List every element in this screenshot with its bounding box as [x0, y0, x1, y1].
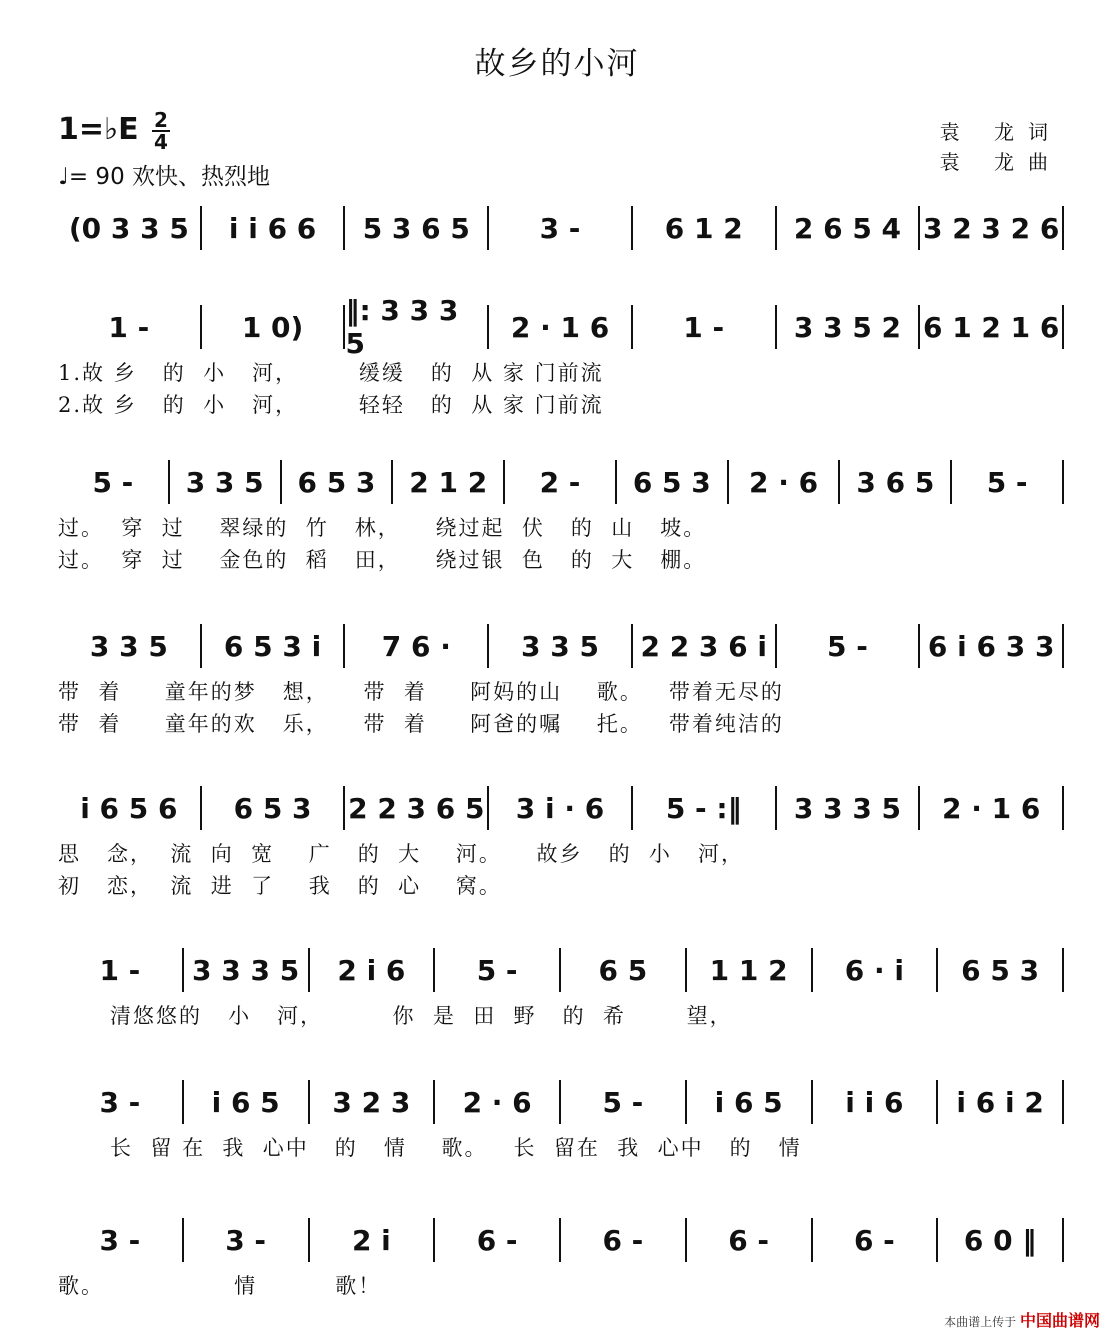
measure: 2 6 5 4 — [777, 206, 921, 250]
measure: 7 6 · — [345, 624, 489, 668]
measure: 2 · 6 — [435, 1080, 561, 1124]
measure: 2 · 1 6 — [920, 786, 1064, 830]
measure: 2 i — [310, 1218, 436, 1262]
key-signature: 1=♭E — [58, 112, 139, 147]
measure: 3 3 5 — [489, 624, 633, 668]
measure: i 6 5 — [687, 1080, 813, 1124]
measure: 5 - — [58, 460, 170, 504]
lyricist-credit: 袁 龙词 — [939, 120, 1062, 144]
notation-row — [58, 786, 1064, 830]
measure: 6 1 2 1 6 — [920, 305, 1064, 349]
measure: 6 - — [435, 1218, 561, 1262]
measure: 6 5 3 — [617, 460, 729, 504]
measure: 6 5 — [561, 948, 687, 992]
measure: 3 3 5 — [170, 460, 282, 504]
footer-credit — [944, 1308, 1100, 1331]
measure: 5 3 6 5 — [345, 206, 489, 250]
measure: 3 - — [58, 1080, 184, 1124]
measure: 3 2 3 2 6 — [920, 206, 1064, 250]
measure: 1 1 2 — [687, 948, 813, 992]
measure: 1 - — [58, 305, 202, 349]
measure: 6 - — [561, 1218, 687, 1262]
measure: 3 - — [184, 1218, 310, 1262]
measure: 6 i 6 3 3 — [920, 624, 1064, 668]
measure: i 6 i 2 — [938, 1080, 1064, 1124]
lyric-line: 过。 穿 过 翠绿的 竹 林， 绕过起 伏 的 山 坡。 — [58, 516, 707, 540]
meter-top: 2 — [154, 108, 168, 132]
tempo-marking: ♩= 90 欢快、热烈地 — [58, 164, 271, 190]
measure: 3 3 5 2 — [777, 305, 921, 349]
measure: 6 · i — [813, 948, 939, 992]
measure: 3 - — [489, 206, 633, 250]
notation-row — [58, 1080, 1064, 1124]
measure: 5 - — [952, 460, 1064, 504]
lyric-line: 带 着 童年的欢 乐， 带 着 阿爸的嘱 托。 带着纯洁的 — [58, 712, 784, 736]
lyric-line: 长 留 在 我 心中 的 情 歌。 长 留在 我 心中 的 情 — [58, 1136, 802, 1160]
measure: 2 i 6 — [310, 948, 436, 992]
measure: (0 3 3 5 — [58, 206, 202, 250]
measure: 3 3 5 — [58, 624, 202, 668]
measure: 3 2 3 — [310, 1080, 436, 1124]
footer-site: 中国曲谱网 — [1019, 1311, 1100, 1330]
measure: 6 5 3 — [282, 460, 394, 504]
notation-row — [58, 206, 1064, 250]
notation-row — [58, 1218, 1064, 1262]
measure: 5 - — [777, 624, 921, 668]
meter-bottom: 4 — [154, 130, 168, 154]
measure: 3 6 5 — [840, 460, 952, 504]
measure: 5 - — [561, 1080, 687, 1124]
measure: 1 - — [58, 948, 184, 992]
measure: 3 3 3 5 — [777, 786, 921, 830]
measure: i 6 5 — [184, 1080, 310, 1124]
measure: 3 i · 6 — [489, 786, 633, 830]
notation-row — [58, 294, 1064, 360]
footer-prefix: 本曲谱上传于 — [944, 1315, 1017, 1329]
measure: 6 0 ‖ — [938, 1218, 1064, 1262]
lyric-line: 带 着 童年的梦 想， 带 着 阿妈的山 歌。 带着无尽的 — [58, 680, 784, 704]
measure: i i 6 — [813, 1080, 939, 1124]
measure: 2 2 3 6 5 — [345, 786, 489, 830]
measure: 2 · 1 6 — [489, 305, 633, 349]
notation-row — [58, 460, 1064, 504]
lyric-line: 歌。 情 歌！ — [58, 1274, 382, 1298]
lyric-line: 2.故 乡 的 小 河， 轻轻 的 从 家 门前流 — [58, 393, 604, 417]
measure: 6 5 3 — [202, 786, 346, 830]
measure: 1 0) — [202, 305, 346, 349]
measure: 6 - — [687, 1218, 813, 1262]
measure: 6 5 3 i — [202, 624, 346, 668]
measure: 2 1 2 — [393, 460, 505, 504]
composer-credit: 袁 龙曲 — [939, 150, 1062, 174]
measure: 6 - — [813, 1218, 939, 1262]
time-signature — [152, 110, 170, 152]
measure: i 6 5 6 — [58, 786, 202, 830]
measure: 5 - :‖ — [633, 786, 777, 830]
measure: 2 2 3 6 i — [633, 624, 777, 668]
song-title: 故乡的小河 — [474, 46, 640, 82]
measure: 1 - — [633, 305, 777, 349]
measure: ‖: 3 3 3 5 — [345, 305, 489, 349]
measure: 2 - — [505, 460, 617, 504]
measure: 3 - — [58, 1218, 184, 1262]
notation-row — [58, 624, 1064, 668]
lyric-line: 思 念， 流 向 宽 广 的 大 河。 故乡 的 小 河， — [58, 842, 744, 866]
measure: 6 5 3 — [938, 948, 1064, 992]
measure: 5 - — [435, 948, 561, 992]
notation-row — [58, 948, 1064, 992]
measure: i i 6 6 — [202, 206, 346, 250]
measure: 6 1 2 — [633, 206, 777, 250]
lyric-line: 初 恋， 流 进 了 我 的 心 窝。 — [58, 874, 502, 898]
measure: 3 3 3 5 — [184, 948, 310, 992]
measure: 2 · 6 — [729, 460, 841, 504]
lyric-line: 清悠悠的 小 河， 你 是 田 野 的 希 望， — [58, 1004, 733, 1028]
lyric-line: 1.故 乡 的 小 河， 缓缓 的 从 家 门前流 — [58, 361, 604, 385]
lyric-line: 过。 穿 过 金色的 稻 田， 绕过银 色 的 大 棚。 — [58, 548, 707, 572]
